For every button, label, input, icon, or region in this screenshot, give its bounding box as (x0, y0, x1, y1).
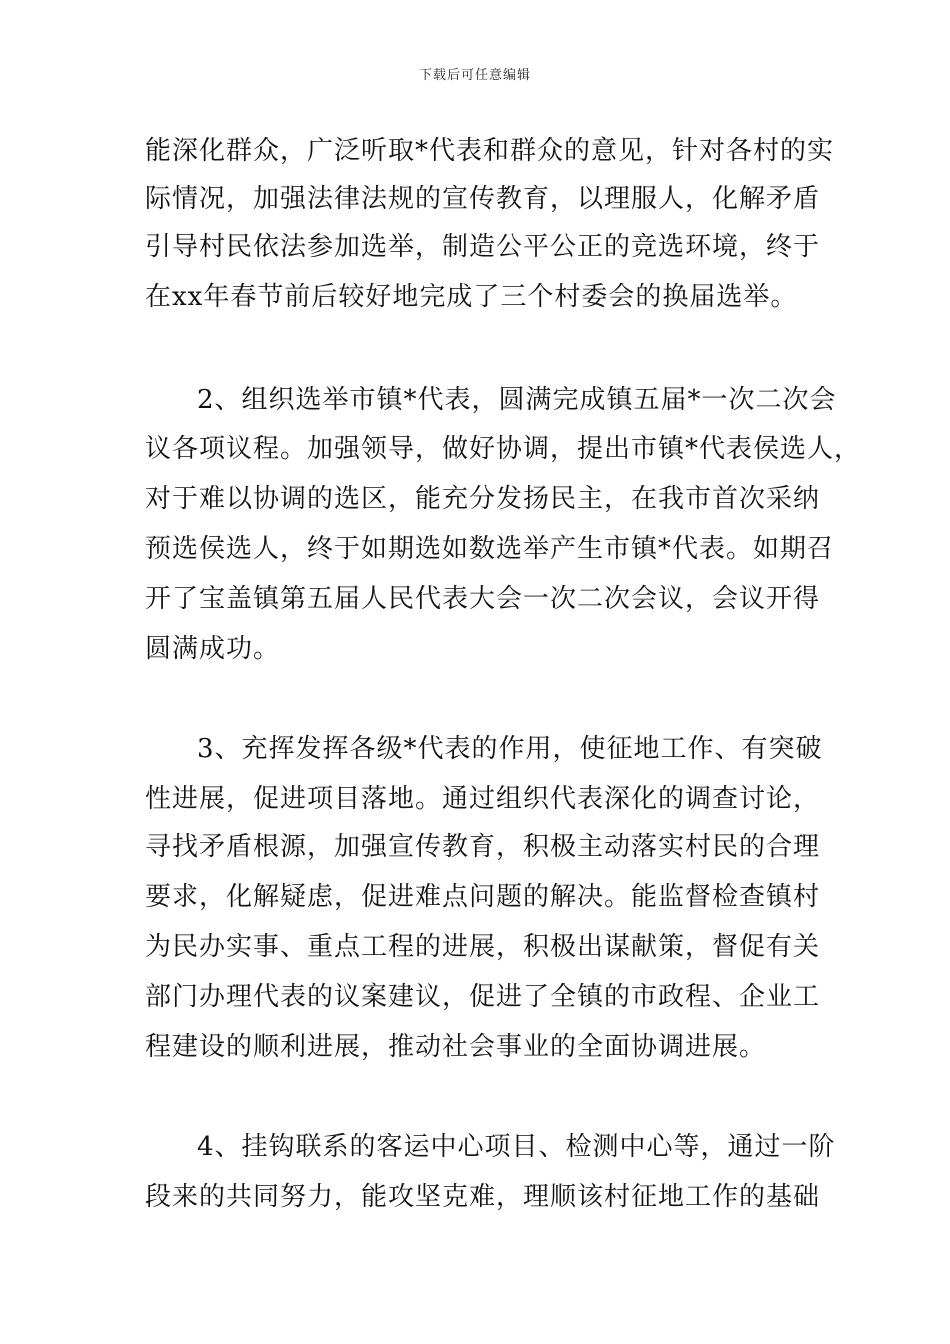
paragraph-3-line-4: 要求，化解疑虑，促进难点问题的解决。能监督检查镇村 (145, 882, 821, 912)
paragraph-2-line-4: 预选侯选人，终于如期选如数选举产生市镇*代表。如期召 (145, 534, 835, 564)
paragraph-1-line-2: 际情况，加强法律法规的宣传教育，以理服人，化解矛盾 (145, 184, 821, 214)
paragraph-2-line-3: 对于难以协调的选区，能充分发扬民主，在我市首次采纳 (145, 484, 821, 514)
paragraph-1-line-3: 引导村民依法参加选举，制造公平公正的竞选环境，终于 (145, 232, 821, 262)
paragraph-3-line-3: 寻找矛盾根源，加强宣传教育，积极主动落实村民的合理 (145, 832, 821, 862)
paragraph-3-line-5: 为民办实事、重点工程的进展，积极出谋献策，督促有关 (145, 932, 821, 962)
paragraph-3-line-7: 程建设的顺利进展，推动社会事业的全面协调进展。 (145, 1032, 767, 1062)
header-note: 下载后可任意编辑 (418, 68, 531, 83)
paragraph-3-line-2: 性进展，促进项目落地。通过组织代表深化的调查讨论， (145, 784, 821, 814)
paragraph-2-line-1: 2、组织选举市镇*代表，圆满完成镇五届*一次二次会 (197, 385, 837, 415)
paragraph-3-line-1: 3、充挥发挥各级*代表的作用，使征地工作、有突破 (197, 734, 823, 764)
paragraph-1-line-1: 能深化群众，广泛听取*代表和群众的意见，针对各村的实 (145, 136, 835, 166)
paragraph-2-line-2: 议各项议程。加强领导，做好协调，提出市镇*代表侯选人， (145, 434, 862, 464)
paragraph-4-line-2: 段来的共同努力，能攻坚克难，理顺该村征地工作的基础 (145, 1182, 821, 1212)
paragraph-2-line-6: 圆满成功。 (145, 634, 281, 664)
paragraph-2-line-5: 开了宝盖镇第五届人民代表大会一次二次会议，会议开得 (145, 584, 821, 614)
paragraph-3-line-6: 部门办理代表的议案建议，促进了全镇的市政程、企业工 (145, 982, 821, 1012)
paragraph-4-line-1: 4、挂钩联系的客运中心项目、检测中心等，通过一阶 (197, 1132, 836, 1162)
paragraph-1-line-4: 在xx年春节前后较好地完成了三个村委会的换届选举。 (145, 282, 798, 312)
